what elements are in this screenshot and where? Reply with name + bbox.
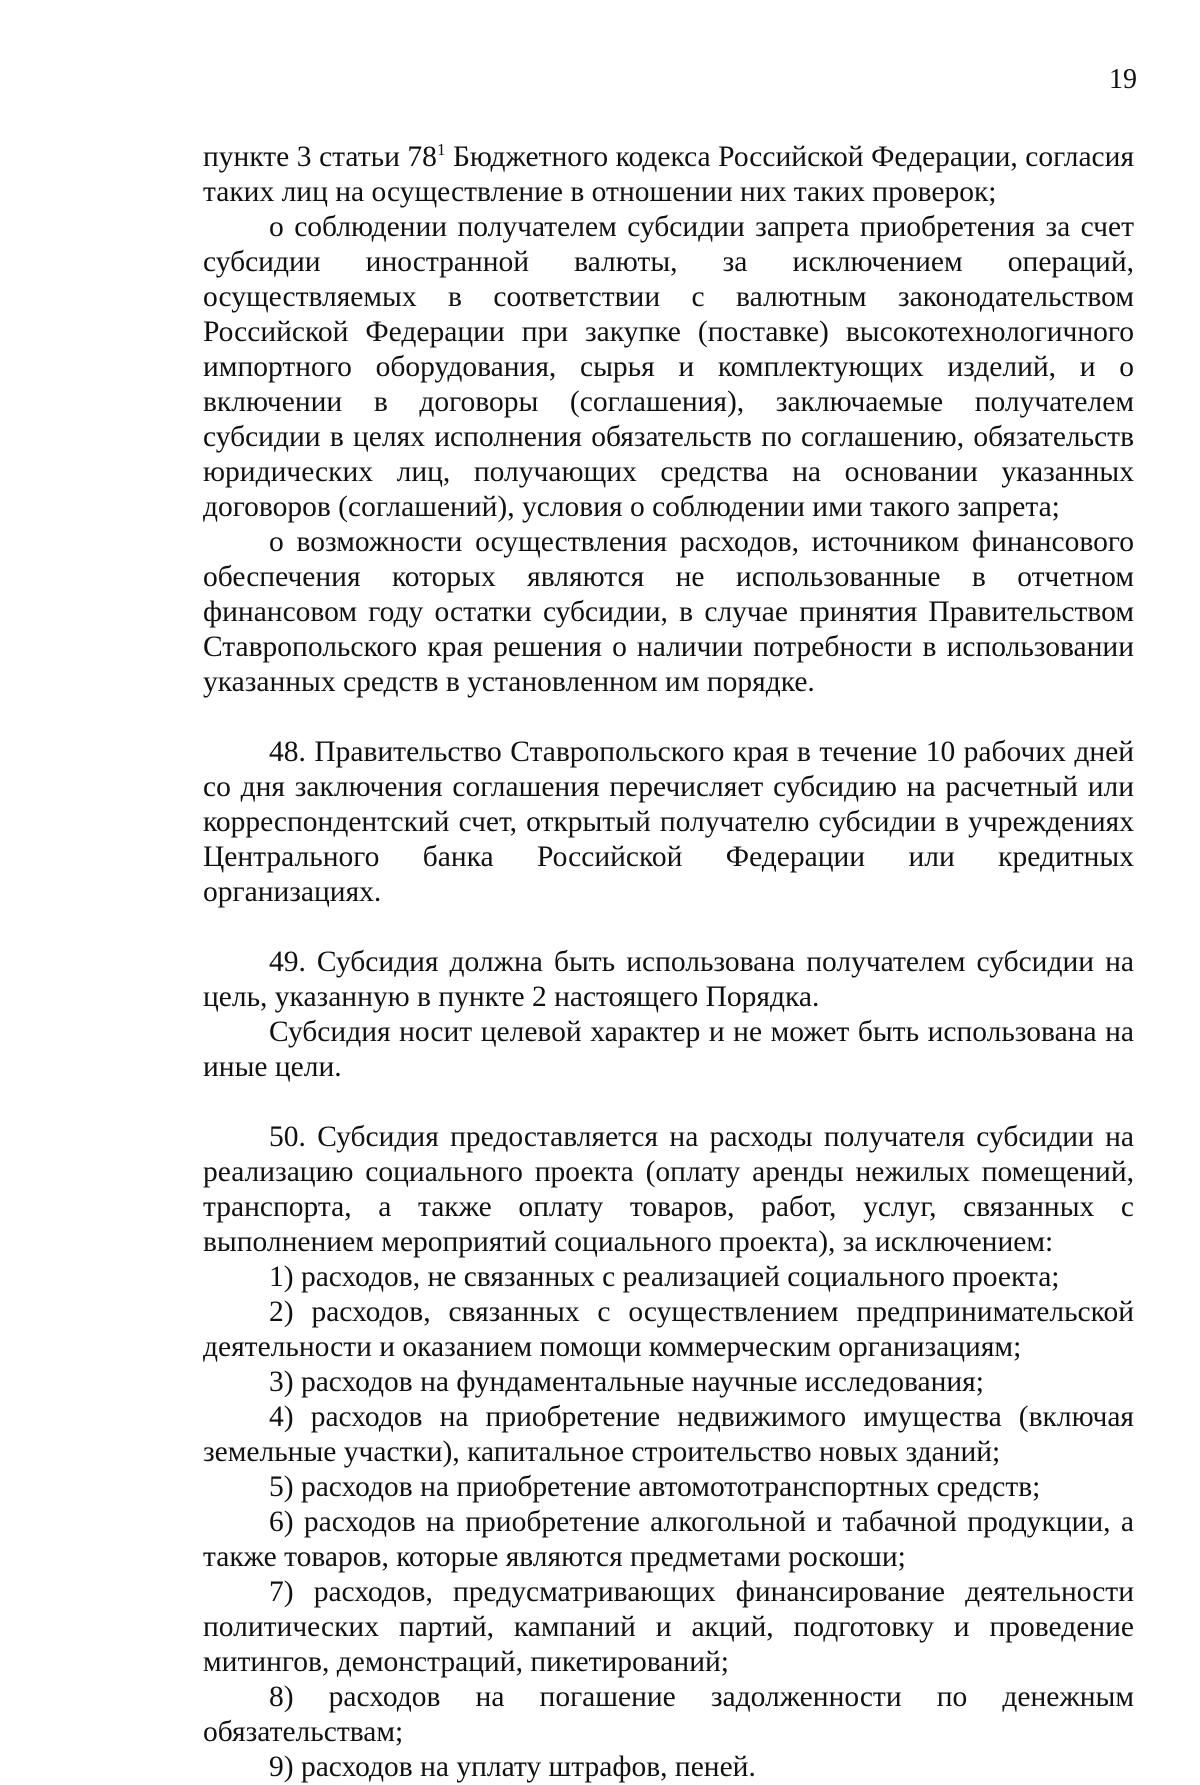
paragraph-currency-ban: о соблюдении получателем субсидии запрета приобретения за счет субсидии иностранной валюты, за исключением операций, осуществляемых в соответствии с валютным законодательством Российской Федерации при закупке (поставке) высокотехнологичного импортного оборудования, сырья и комплектующих изделий, и о включении в договоры (соглашения), заключаемые получателем субсидии в целях исполнения обязательств по соглашению, обязательств юридических лиц, получающих средства на основании указанных договоров (соглашений), условия о соблюдении ими такого запрета; bbox=[203, 211, 1134, 523]
paragraph-text-start: пункте 3 статьи 78 bbox=[203, 141, 437, 173]
list-item-5: 5) расходов на приобретение автомототранспортных средств; bbox=[269, 1471, 1041, 1503]
paragraph-item-50: 50. Субсидия предоставляется на расходы получателя субсидии на реализацию социального проекта (оплату аренды нежилых помещений, транспорта, а также оплату товаров, работ, услуг, связанных с выполнением мероприятий социального проекта), за исключением: bbox=[203, 1121, 1134, 1258]
article-superscript: 1 bbox=[436, 140, 446, 160]
paragraph-text-end: Бюджетного кодекса Российской Федерации, согласия таких лиц на осуществление в отношении них таких проверок; bbox=[203, 141, 1135, 208]
list-item-6: 6) расходов на приобретение алкогольной и табачной продукции, а также товаров, которые являются предметами роскоши; bbox=[203, 1506, 1134, 1573]
list-item-1: 1) расходов, не связанных с реализацией социального проекта; bbox=[269, 1261, 1060, 1293]
document-body bbox=[203, 140, 1134, 1785]
paragraph-item-48: 48. Правительство Ставропольского края в течение 10 рабочих дней со дня заключения соглашения перечисляет субсидию на расчетный или корреспондентский счет, открытый получателю субсидии в учреждениях Центрального банка Российской Федерации или кредитных организациях. bbox=[203, 736, 1134, 908]
list-item-7: 7) расходов, предусматривающих финансирование деятельности политических партий, кампаний и акций, подготовку и проведение митингов, демонстраций, пикетирований; bbox=[203, 1576, 1134, 1678]
list-item-4: 4) расходов на приобретение недвижимого имущества (включая земельные участки), капитальное строительство новых зданий; bbox=[203, 1401, 1134, 1468]
list-item-3: 3) расходов на фундаментальные научные исследования; bbox=[269, 1366, 984, 1398]
paragraph-target-purpose: Субсидия носит целевой характер и не может быть использована на иные цели. bbox=[203, 1016, 1134, 1083]
paragraph-item-49: 49. Субсидия должна быть использована получателем субсидии на цель, указанную в пункте 2 настоящего Порядка. bbox=[203, 946, 1134, 1013]
list-item-8: 8) расходов на погашение задолженности по денежным обязательствам; bbox=[203, 1681, 1134, 1748]
paragraph-remaining-funds: о возможности осуществления расходов, источником финансового обеспечения которых являются не использованные в отчетном финансовом году остатки субсидии, в случае принятия Правительством Ставропольского края решения о наличии потребности в использовании указанных средств в установленном им порядке. bbox=[203, 526, 1134, 698]
list-item-9: 9) расходов на уплату штрафов, пеней. bbox=[269, 1751, 756, 1783]
page-number: 19 bbox=[1109, 64, 1137, 95]
paragraph-continuation bbox=[203, 140, 1134, 210]
list-item-2: 2) расходов, связанных с осуществлением предпринимательской деятельности и оказанием помощи коммерческим организациям; bbox=[203, 1296, 1134, 1363]
